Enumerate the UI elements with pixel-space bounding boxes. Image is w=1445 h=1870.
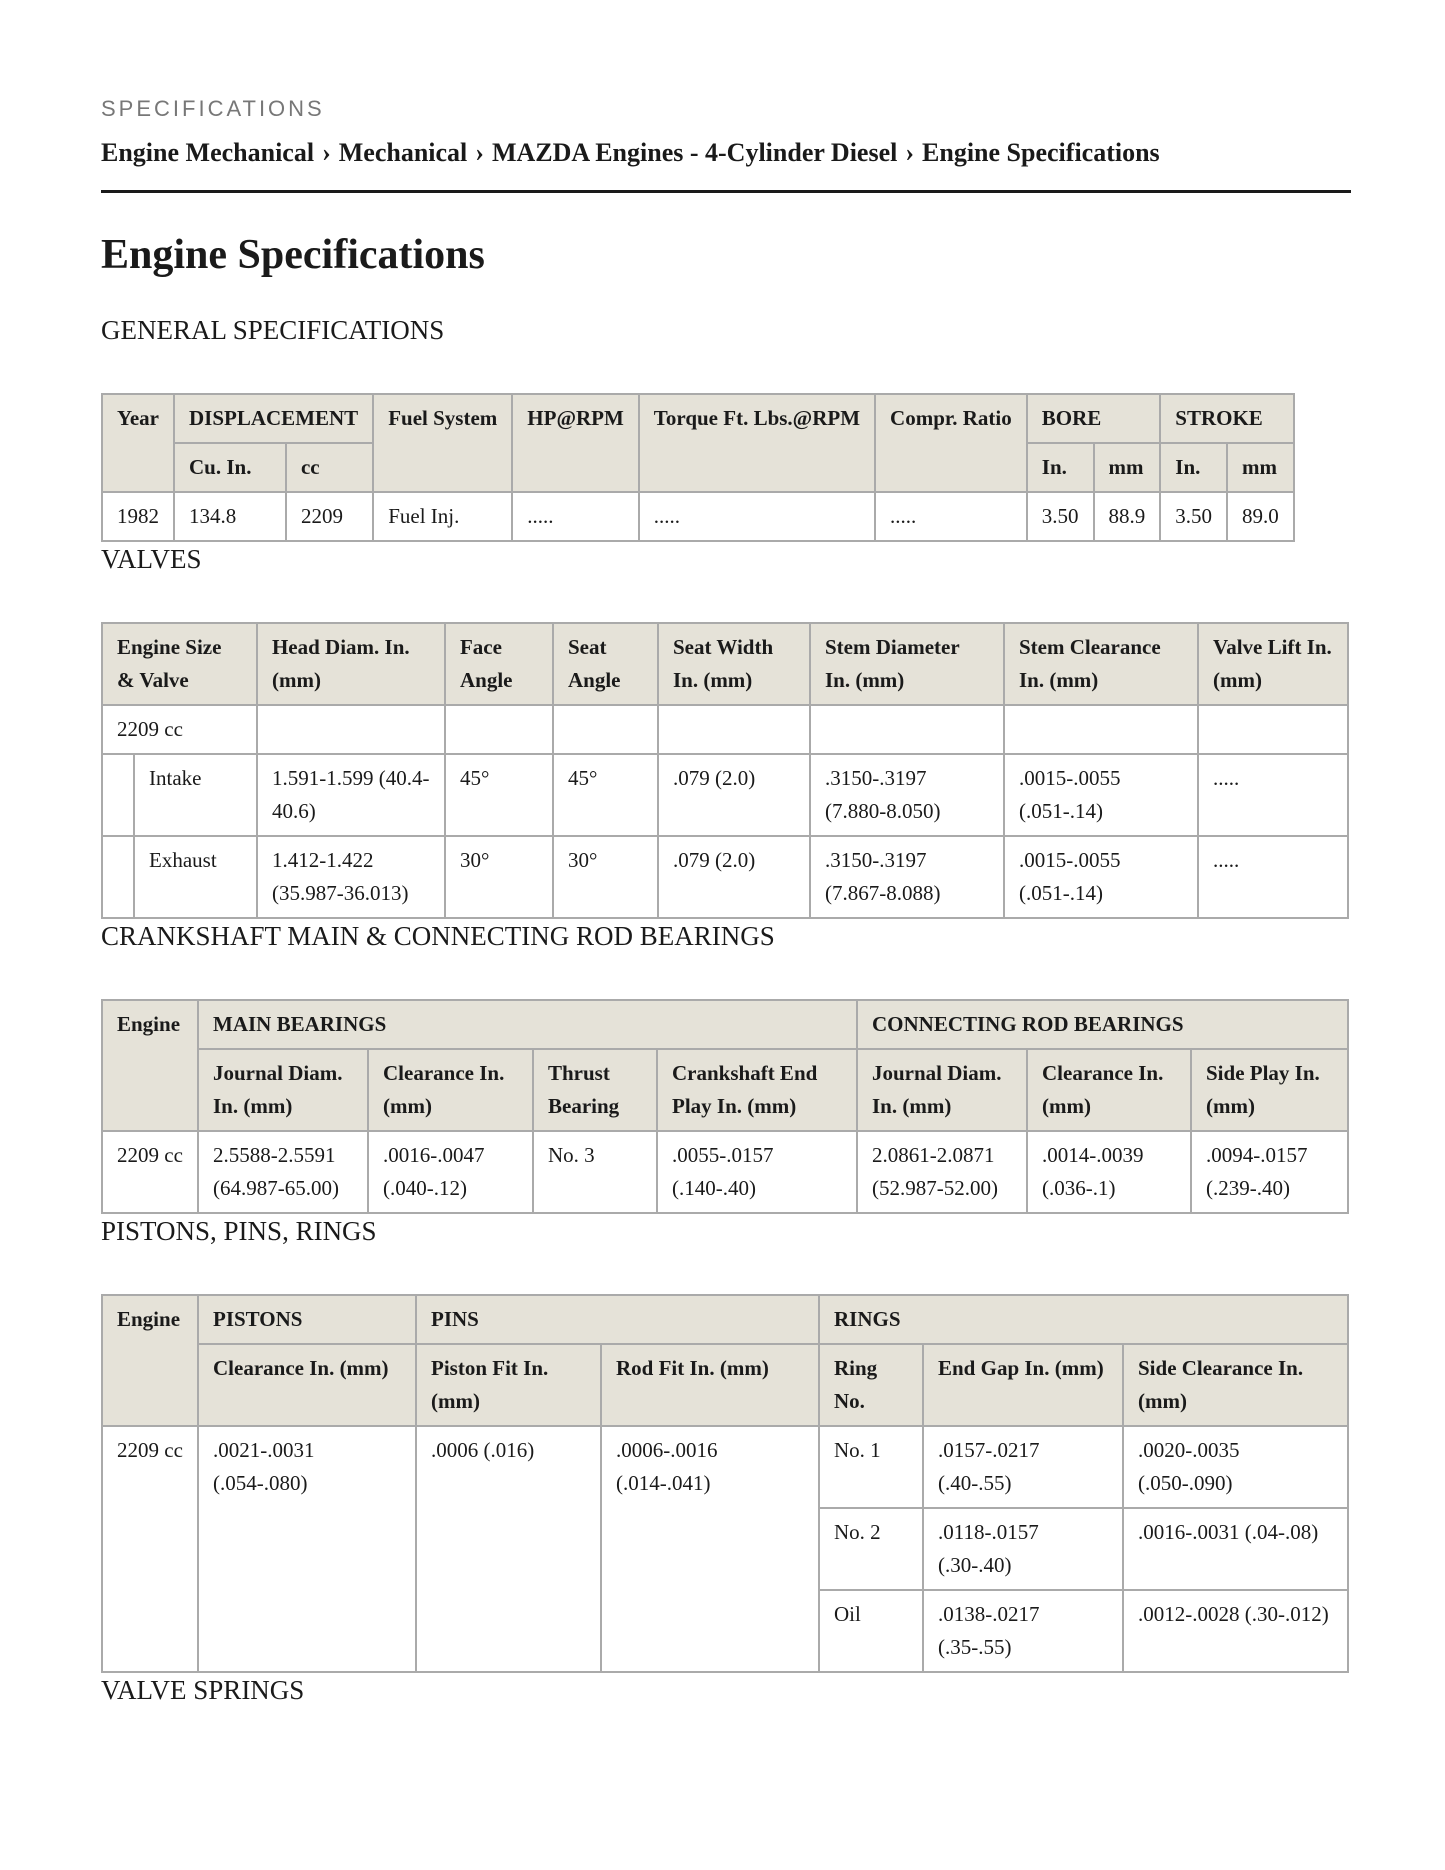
table-row (102, 492, 1294, 541)
cell-rod-journal: 2.0861-2.0871 (52.987-52.00) (857, 1131, 1027, 1213)
col-header-pins: PINS (416, 1295, 819, 1344)
cell-thrust-bearing: No. 3 (533, 1131, 657, 1213)
col-header-engine: Engine (102, 1000, 198, 1131)
cell-main-journal: 2.5588-2.5591 (64.987-65.00) (198, 1131, 368, 1213)
col-header-displacement: DISPLACEMENT (174, 394, 373, 443)
cell-face-angle: 45° (445, 754, 553, 836)
col-header-clearance: Clearance In. (mm) (198, 1344, 416, 1426)
col-header-face-angle: Face Angle (445, 623, 553, 705)
table-header-row (102, 1000, 1348, 1049)
document-page (101, 96, 1351, 1707)
cell-compr-ratio: ..... (875, 492, 1027, 541)
table-subheader-row (102, 1049, 1348, 1131)
col-header-rod-fit: Rod Fit In. (mm) (601, 1344, 819, 1426)
cell-empty (553, 705, 658, 754)
col-header-bore-mm: mm (1094, 443, 1161, 492)
valves-heading: VALVES (101, 544, 202, 574)
table-header-row (102, 394, 1294, 443)
cell-bore-in: 3.50 (1027, 492, 1094, 541)
col-header-year: Year (102, 394, 174, 492)
cell-empty (658, 705, 810, 754)
col-header-thrust-bearing: Thrust Bearing (533, 1049, 657, 1131)
cell-stem-clearance: .0015-.0055 (.051-.14) (1004, 836, 1198, 918)
col-header-valve-lift: Valve Lift In. (mm) (1198, 623, 1348, 705)
col-header-pistons: PISTONS (198, 1295, 416, 1344)
breadcrumb-item[interactable]: Mechanical (338, 138, 468, 167)
cell-engine: 2209 cc (102, 1426, 198, 1672)
cell-face-angle: 30° (445, 836, 553, 918)
cell-indent (102, 754, 134, 836)
table-row (102, 1131, 1348, 1213)
col-header-stroke: STROKE (1160, 394, 1294, 443)
col-header-end-gap: End Gap In. (mm) (923, 1344, 1123, 1426)
col-header-engine-size-valve: Engine Size & Valve (102, 623, 257, 705)
crankshaft-heading: CRANKSHAFT MAIN & CONNECTING ROD BEARINGS (101, 921, 775, 951)
cell-stem-diameter: .3150-.3197 (7.880-8.050) (810, 754, 1004, 836)
cell-end-gap: .0118-.0157 (.30-.40) (923, 1508, 1123, 1590)
col-header-fuel-system: Fuel System (373, 394, 512, 492)
col-header-torque: Torque Ft. Lbs.@RPM (639, 394, 875, 492)
cell-engine-size: 2209 cc (102, 705, 257, 754)
col-header-hp-rpm: HP@RPM (512, 394, 639, 492)
cell-side-clearance: .0012-.0028 (.30-.012) (1123, 1590, 1348, 1672)
breadcrumb-separator: › (322, 138, 331, 167)
cell-stem-clearance: .0015-.0055 (.051-.14) (1004, 754, 1198, 836)
cell-stem-diameter: .3150-.3197 (7.867-8.088) (810, 836, 1004, 918)
col-header-main-bearings: MAIN BEARINGS (198, 1000, 857, 1049)
breadcrumb-separator: › (475, 138, 484, 167)
cell-ring-no: No. 2 (819, 1508, 923, 1590)
col-header-seat-angle: Seat Angle (553, 623, 658, 705)
col-header-seat-width: Seat Width In. (mm) (658, 623, 810, 705)
cell-head-diam: 1.412-1.422 (35.987-36.013) (257, 836, 445, 918)
breadcrumb-separator: › (905, 138, 915, 167)
cell-valve-lift: ..... (1198, 754, 1348, 836)
col-header-bore-in: In. (1027, 443, 1094, 492)
table-header-row (102, 623, 1348, 705)
cell-seat-angle: 45° (553, 754, 658, 836)
cell-main-clearance: .0016-.0047 (.040-.12) (368, 1131, 533, 1213)
col-header-engine: Engine (102, 1295, 198, 1426)
cell-fuel-system: Fuel Inj. (373, 492, 512, 541)
table-row (102, 754, 1348, 836)
cell-ring-no: No. 1 (819, 1426, 923, 1508)
cell-seat-width: .079 (2.0) (658, 836, 810, 918)
col-header-main-clearance: Clearance In. (mm) (368, 1049, 533, 1131)
general-specs-heading: GENERAL SPECIFICATIONS (101, 315, 445, 345)
cell-bore-mm: 88.9 (1094, 492, 1161, 541)
cell-end-gap: .0157-.0217 (.40-.55) (923, 1426, 1123, 1508)
cell-valve: Exhaust (134, 836, 257, 918)
cell-valve-lift: ..... (1198, 836, 1348, 918)
col-header-compr-ratio: Compr. Ratio (875, 394, 1027, 492)
breadcrumb-item-current: Engine Specifications (922, 138, 1160, 167)
cell-empty (810, 705, 1004, 754)
col-header-bore: BORE (1027, 394, 1161, 443)
col-header-side-clearance: Side Clearance In. (mm) (1123, 1344, 1348, 1426)
table-subheader-row (102, 1344, 1348, 1426)
cell-side-clearance: .0016-.0031 (.04-.08) (1123, 1508, 1348, 1590)
cell-year: 1982 (102, 492, 174, 541)
cell-rod-fit: .0006-.0016 (.014-.041) (601, 1426, 819, 1672)
col-header-cu-in: Cu. In. (174, 443, 286, 492)
col-header-head-diam: Head Diam. In. (mm) (257, 623, 445, 705)
cell-empty (445, 705, 553, 754)
cell-empty (1198, 705, 1348, 754)
header-divider (101, 190, 1351, 193)
section-kicker: SPECIFICATIONS (101, 96, 325, 121)
col-header-stem-clearance: Stem Clearance In. (mm) (1004, 623, 1198, 705)
col-header-main-journal: Journal Diam. In. (mm) (198, 1049, 368, 1131)
cell-side-clearance: .0020-.0035 (.050-.090) (1123, 1426, 1348, 1508)
col-header-rod-bearings: CONNECTING ROD BEARINGS (857, 1000, 1348, 1049)
col-header-side-play: Side Play In. (mm) (1191, 1049, 1348, 1131)
valve-springs-heading: VALVE SPRINGS (101, 1675, 305, 1705)
cell-cc: 2209 (286, 492, 373, 541)
col-header-rod-journal: Journal Diam. In. (mm) (857, 1049, 1027, 1131)
col-header-rings: RINGS (819, 1295, 1348, 1344)
table-row (102, 705, 1348, 754)
cell-torque: ..... (639, 492, 875, 541)
cell-stroke-mm: 89.0 (1227, 492, 1294, 541)
valves-table (101, 622, 1349, 919)
col-header-stroke-in: In. (1160, 443, 1227, 492)
cell-clearance: .0021-.0031 (.054-.080) (198, 1426, 416, 1672)
cell-cu-in: 134.8 (174, 492, 286, 541)
cell-hp-rpm: ..... (512, 492, 639, 541)
breadcrumb-item[interactable]: MAZDA Engines - 4-Cylinder Diesel (491, 138, 898, 167)
col-header-piston-fit: Piston Fit In. (mm) (416, 1344, 601, 1426)
cell-side-play: .0094-.0157 (.239-.40) (1191, 1131, 1348, 1213)
cell-indent (102, 836, 134, 918)
table-row (102, 836, 1348, 918)
cell-end-gap: .0138-.0217 (.35-.55) (923, 1590, 1123, 1672)
table-header-row (102, 1295, 1348, 1344)
cell-empty (257, 705, 445, 754)
cell-rod-clearance: .0014-.0039 (.036-.1) (1027, 1131, 1191, 1213)
breadcrumb (101, 136, 1351, 170)
pistons-heading: PISTONS, PINS, RINGS (101, 1216, 377, 1246)
cell-ring-no: Oil (819, 1590, 923, 1672)
col-header-ring-no: Ring No. (819, 1344, 923, 1426)
general-specs-table (101, 393, 1295, 542)
cell-valve: Intake (134, 754, 257, 836)
page-title: Engine Specifications (101, 232, 485, 278)
cell-piston-fit: .0006 (.016) (416, 1426, 601, 1672)
col-header-stem-diameter: Stem Diameter In. (mm) (810, 623, 1004, 705)
cell-stroke-in: 3.50 (1160, 492, 1227, 541)
cell-end-play: .0055-.0157 (.140-.40) (657, 1131, 857, 1213)
cell-seat-width: .079 (2.0) (658, 754, 810, 836)
cell-seat-angle: 30° (553, 836, 658, 918)
table-row (102, 1426, 1348, 1508)
breadcrumb-item[interactable]: Engine Mechanical (101, 138, 315, 167)
cell-engine: 2209 cc (102, 1131, 198, 1213)
cell-head-diam: 1.591-1.599 (40.4-40.6) (257, 754, 445, 836)
crankshaft-table (101, 999, 1349, 1214)
pistons-table (101, 1294, 1349, 1673)
cell-empty (1004, 705, 1198, 754)
col-header-cc: cc (286, 443, 373, 492)
col-header-stroke-mm: mm (1227, 443, 1294, 492)
col-header-rod-clearance: Clearance In. (mm) (1027, 1049, 1191, 1131)
col-header-end-play: Crankshaft End Play In. (mm) (657, 1049, 857, 1131)
